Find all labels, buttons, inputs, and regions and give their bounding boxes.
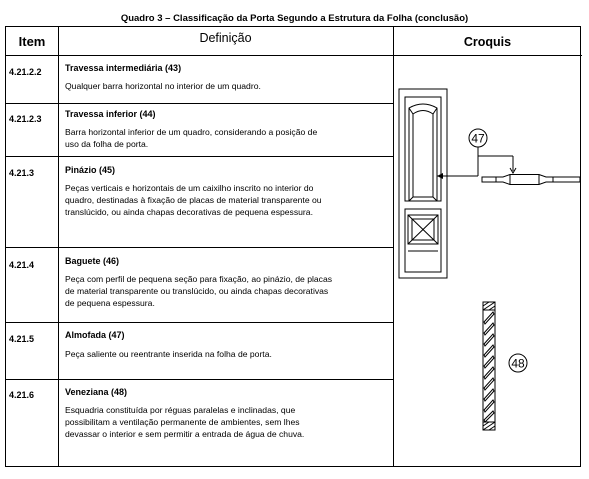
definition-line: Qualquer barra horizontal no interior de um quadro. bbox=[65, 81, 261, 91]
row-divider bbox=[6, 247, 393, 248]
item-code: 4.21.6 bbox=[9, 390, 35, 400]
row-title: Travessa inferior (44) bbox=[65, 109, 156, 119]
callout-label-48: 48 bbox=[511, 356, 525, 371]
definition-line: quadro, destinadas à fixação de placas de material transparente ou bbox=[65, 195, 322, 205]
definition-line: Peças verticais e horizontais de um caixilho inscrito no interior do bbox=[65, 183, 314, 193]
item-code: 4.21.2.3 bbox=[9, 114, 42, 124]
door-outline bbox=[399, 89, 447, 278]
row-title: Travessa intermediária (43) bbox=[65, 63, 182, 73]
item-code: 4.21.2.2 bbox=[9, 67, 42, 77]
row-title: Veneziana (48) bbox=[65, 387, 128, 397]
header-definicao: Definição bbox=[199, 31, 252, 45]
header-croquis: Croquis bbox=[463, 34, 512, 49]
row-title: Baguete (46) bbox=[65, 256, 120, 266]
callout-47 bbox=[437, 129, 516, 179]
upper-panel-inner bbox=[413, 111, 433, 198]
row-definition bbox=[65, 404, 387, 440]
row-definition bbox=[65, 80, 387, 92]
row-divider bbox=[6, 103, 393, 104]
panel-section-profile bbox=[482, 175, 580, 185]
table-caption: Quadro 3 – Classificação da Porta Segundo a Estrutura da Folha (conclusão) bbox=[120, 13, 469, 24]
louver-slats bbox=[484, 312, 494, 422]
row-divider bbox=[6, 322, 393, 323]
louver-section bbox=[483, 302, 495, 430]
definition-line: devassar o interior e sem permitir a entrada de água de chuva. bbox=[65, 429, 305, 439]
definition-line: de material transparente ou translúcido, ou ainda chapas decorativas bbox=[65, 286, 329, 296]
callout-48 bbox=[509, 354, 527, 372]
definition-line: uso da folha de porta. bbox=[65, 139, 149, 149]
row-divider bbox=[6, 379, 393, 380]
callout-label-47: 47 bbox=[471, 131, 485, 146]
row-definition bbox=[65, 273, 387, 309]
row-divider bbox=[6, 156, 393, 157]
item-code: 4.21.4 bbox=[9, 260, 35, 270]
classification-table bbox=[5, 26, 581, 467]
definition-line: Peça com perfil de pequena seção para fixação, ao pinázio, de placas bbox=[65, 274, 333, 284]
definition-line: translúcido, ou ainda chapas decorativas de pequena espessura. bbox=[65, 207, 313, 217]
row-title: Pinázio (45) bbox=[65, 165, 116, 175]
row-definition bbox=[65, 182, 387, 218]
item-code: 4.21.3 bbox=[9, 168, 35, 178]
row-definition bbox=[65, 348, 387, 360]
item-code: 4.21.5 bbox=[9, 334, 35, 344]
door-elevation bbox=[399, 89, 447, 278]
row-title: Almofada (47) bbox=[65, 330, 125, 340]
definition-line: Barra horizontal inferior de um quadro, considerando a posição de bbox=[65, 127, 318, 137]
definition-line: possibilitam a ventilação permanente de ambientes, sem lhes bbox=[65, 417, 300, 427]
definition-line: Peça saliente ou reentrante inserida na folha de porta. bbox=[65, 349, 272, 359]
upper-panel-frame bbox=[405, 97, 441, 201]
croquis-drawing bbox=[393, 56, 582, 466]
definition-line: de pequena espessura. bbox=[65, 298, 155, 308]
definition-line: Esquadria constituída por réguas paralelas e inclinadas, que bbox=[65, 405, 296, 415]
header-item: Item bbox=[18, 34, 46, 49]
row-definition bbox=[65, 126, 387, 150]
